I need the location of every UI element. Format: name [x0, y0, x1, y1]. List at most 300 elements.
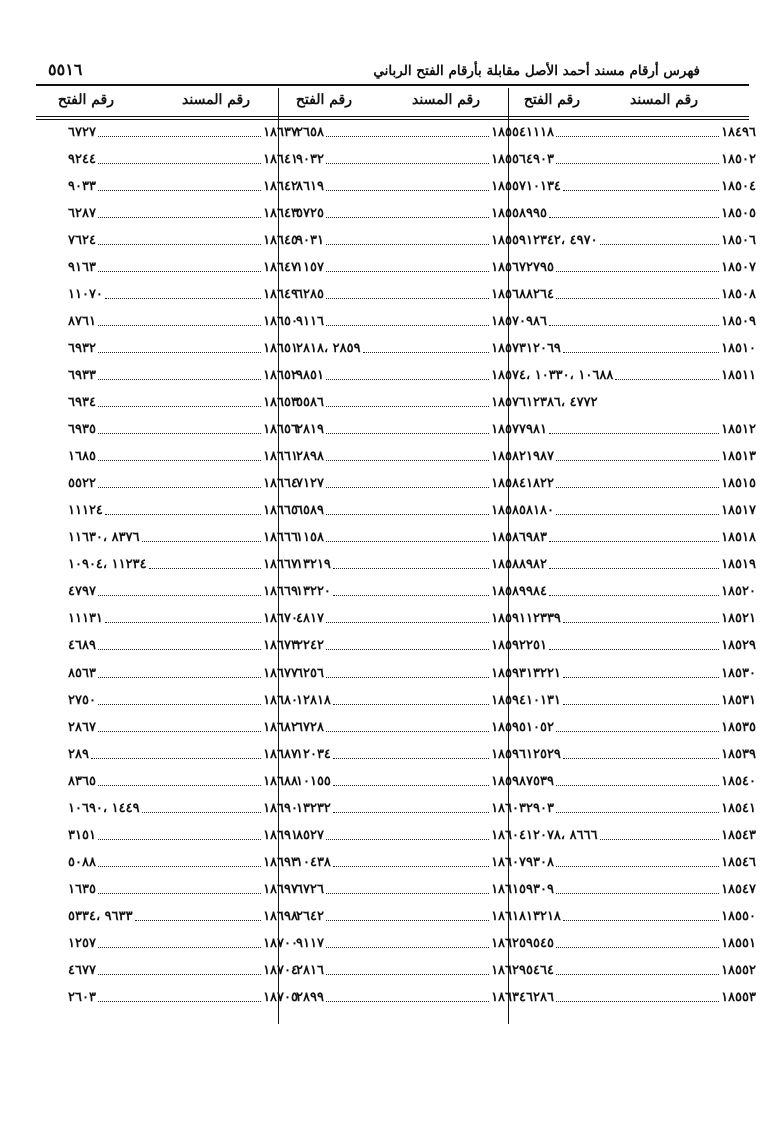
musnad-number: ١٨٥٨٢	[491, 449, 526, 465]
musnad-number: ١٨٦٦١	[263, 449, 298, 465]
musnad-number: ١٨٥٩٦	[491, 746, 526, 762]
musnad-number: ١٨٥٩١	[491, 611, 526, 627]
dot-leader	[556, 487, 719, 488]
musnad-number: ١٨٥٨٩	[491, 584, 526, 600]
fath-number: ٢٥١	[526, 638, 547, 654]
musnad-number: ١٨٦٧٠	[263, 611, 298, 627]
dot-leader	[326, 649, 489, 650]
index-row	[296, 551, 526, 579]
musnad-number: ١٨٦٤٣	[263, 205, 298, 221]
musnad-number: ١٨٦٨٨	[263, 773, 298, 789]
musnad-number: ١٨٥٧٣	[491, 340, 526, 356]
fath-number: ٩٨١	[526, 422, 547, 438]
index-row	[68, 875, 298, 903]
index-row	[68, 470, 298, 498]
dot-leader	[326, 731, 489, 732]
fath-number: ١٠٦٨٨ ،١٠٣٣٠ ،	[526, 367, 614, 383]
musnad-number: ١٨٥٢١	[721, 611, 756, 627]
index-column-middle	[296, 118, 526, 1018]
fath-number: ١١١٨	[526, 124, 554, 140]
dot-leader	[363, 352, 489, 353]
musnad-number: ١٨٥٣٩	[721, 746, 756, 762]
dot-leader	[98, 217, 261, 218]
fath-number: ٢٨٦٧	[68, 719, 96, 735]
fath-number: ٩١١٧	[296, 936, 324, 951]
fath-number: ٢٨١٩	[296, 422, 324, 438]
dot-leader	[98, 947, 261, 948]
index-row	[68, 578, 298, 606]
fath-number: ٥٥٨٦	[296, 395, 324, 410]
dot-leader	[563, 622, 719, 623]
index-row	[68, 740, 298, 768]
index-row	[296, 875, 526, 903]
dot-leader	[142, 812, 261, 813]
musnad-number: ١٨٥٣٠	[721, 665, 756, 681]
index-row	[68, 902, 298, 930]
dot-leader	[98, 352, 261, 353]
dot-leader	[326, 920, 489, 921]
musnad-number: ١٨٥٧٠	[491, 313, 526, 329]
musnad-number: ١٨٥٨٨	[491, 557, 526, 573]
musnad-number: ١٨٥٠٥	[721, 205, 756, 221]
musnad-number: ١٨٥٥٨	[491, 205, 526, 221]
dot-leader	[135, 920, 261, 921]
dot-leader	[326, 487, 489, 488]
index-row	[296, 605, 526, 633]
musnad-number: ١٨٦٥٢	[263, 367, 298, 383]
musnad-number: ١٨٦٧٧	[263, 665, 298, 681]
index-row	[296, 957, 526, 985]
index-row	[526, 118, 756, 146]
dot-leader	[98, 704, 261, 705]
fath-number: ٢٨٥٩ ،٢٨١٨	[296, 340, 361, 356]
musnad-number: ١٨٥٥٠	[721, 908, 756, 924]
fath-number: ٩٨٣	[526, 530, 547, 546]
index-row	[296, 794, 526, 822]
index-row	[296, 334, 526, 362]
musnad-number: ١٨٧٠٠	[263, 936, 298, 951]
dot-leader	[326, 163, 489, 164]
dot-leader	[326, 974, 489, 975]
musnad-number: ١٨٥٧٤	[491, 367, 526, 383]
fath-number: ١٣٢١٩	[296, 557, 331, 573]
musnad-number: ١٨٥٦٧	[491, 259, 526, 275]
musnad-number: ١٨٦٦٩	[263, 584, 298, 600]
index-row	[296, 767, 526, 795]
fath-number: ٩٣٠٩	[526, 881, 554, 897]
index-row	[68, 307, 298, 335]
dot-leader	[556, 136, 719, 137]
col-header-fath: رقم الفتح	[295, 92, 352, 108]
musnad-number: ١٨٥٥٤	[491, 124, 526, 140]
index-row	[68, 199, 298, 227]
dot-leader	[98, 839, 261, 840]
musnad-number: ١٨٧٠٥	[263, 990, 298, 1006]
index-row	[526, 686, 756, 714]
fath-number: ١١٥٨	[296, 530, 324, 546]
index-row	[296, 361, 526, 389]
musnad-number: ١٨٦٤٥	[263, 232, 298, 248]
fath-number: ١٣٢٣٢	[296, 800, 331, 816]
fath-number: ١٠٥٢	[526, 719, 554, 735]
musnad-number: ١٨٦٤٢	[263, 178, 298, 194]
fath-number: ١٩٨٧	[526, 449, 554, 465]
musnad-number: ١٨٥٠٩	[721, 313, 756, 329]
dot-leader	[98, 1001, 261, 1002]
page-number: ٥٥١٦	[48, 60, 83, 79]
dot-leader	[556, 893, 719, 894]
fath-number: ٨١٨٠	[526, 503, 554, 519]
musnad-number: ١٨٥٨٦	[491, 530, 526, 546]
index-row	[296, 686, 526, 714]
dot-leader	[142, 541, 261, 542]
dot-leader	[556, 298, 719, 299]
fath-number: ٤٧٧٢ ،١٢٣٨٦	[526, 395, 598, 410]
musnad-number: ١٨٦٨٧	[263, 746, 298, 762]
dot-leader	[326, 244, 489, 245]
fath-number: ٦٢٥٦	[296, 665, 324, 681]
index-row	[526, 307, 756, 335]
dot-leader	[98, 244, 261, 245]
column-header-rule	[36, 116, 749, 117]
musnad-number: ١٨٤٩٦	[721, 124, 756, 140]
index-row	[526, 605, 756, 633]
index-row	[296, 443, 526, 471]
index-row	[526, 145, 756, 173]
fath-number: ٩٥٤٥	[526, 936, 554, 951]
fath-number: ٦٩٣٥	[68, 422, 96, 438]
fath-number: ١١٢٣٤ ،١٠٩٠٤	[68, 557, 147, 573]
dot-leader	[326, 217, 489, 218]
musnad-number: ١٨٥٥٦	[491, 151, 526, 167]
musnad-number: ١٨٦٠٤	[491, 827, 526, 843]
index-column-right	[526, 118, 756, 1018]
index-row	[68, 984, 298, 1012]
fath-number: ٥٠٨٨	[68, 854, 96, 870]
fath-number: ٢٨٩٩	[296, 990, 324, 1006]
index-row	[526, 821, 756, 849]
fath-number: ٦٩٣٣	[68, 367, 96, 383]
fath-number: ٨٥٦٣	[68, 665, 96, 681]
dot-leader	[556, 271, 719, 272]
index-row	[296, 226, 526, 254]
musnad-number: ١٨٦٤١	[263, 151, 298, 167]
dot-leader	[326, 677, 489, 678]
index-row	[296, 740, 526, 768]
dot-leader	[600, 839, 719, 840]
musnad-number: ١٨٦٥٠	[263, 313, 298, 329]
dot-leader	[326, 460, 489, 461]
index-row	[296, 984, 526, 1012]
index-row	[68, 334, 298, 362]
index-row	[526, 632, 756, 660]
fath-number: ١٠٤٣٨	[296, 854, 331, 870]
dot-leader	[615, 379, 719, 380]
musnad-number: ١٨٥١٩	[721, 557, 756, 573]
dot-leader	[549, 541, 719, 542]
fath-number: ١٠١٣٤	[526, 178, 561, 194]
dot-leader	[563, 758, 719, 759]
dot-leader	[556, 974, 719, 975]
musnad-number: ١٨٦٣٧	[263, 124, 298, 140]
musnad-number: ١٨٥٤٧	[721, 881, 756, 897]
index-row	[68, 172, 298, 200]
fath-number: ٤٨١٧	[296, 611, 324, 627]
musnad-number: ١٨٥٦٨	[491, 286, 526, 302]
fath-number: ١٤٤٩ ،١٠٦٩٠	[68, 800, 140, 816]
fath-number: ٦٢٨٦	[526, 990, 554, 1006]
dot-leader	[333, 866, 489, 867]
fath-number: ٢٨١٦	[296, 963, 324, 979]
fath-number: ٢٦٠٣	[68, 990, 96, 1006]
dot-leader	[98, 893, 261, 894]
fath-number: ١٢٥٧	[68, 936, 96, 951]
fath-number: ١١١٢٤	[68, 503, 103, 519]
dot-leader	[98, 460, 261, 461]
musnad-number: ١٨٥١٨	[721, 530, 756, 546]
index-row	[526, 984, 756, 1012]
fath-number: ١٢٠٣٤	[296, 746, 331, 762]
dot-leader	[326, 893, 489, 894]
fath-number: ٢٦٤٢	[296, 908, 324, 924]
dot-leader	[326, 947, 489, 948]
index-row	[68, 145, 298, 173]
fath-number: ٩١١٦	[296, 313, 324, 329]
dot-leader	[333, 785, 489, 786]
dot-leader	[563, 190, 719, 191]
musnad-number: ١٨٦٨٢	[263, 719, 298, 735]
musnad-number: ١٨٥٢٠	[721, 584, 756, 600]
musnad-number: ١٨٥٩٤	[491, 692, 526, 708]
fath-number: ٩٣٠٨	[526, 854, 554, 870]
fath-number: ٩٨٢	[526, 557, 547, 573]
fath-number: ٢٧٩٥	[526, 259, 554, 275]
musnad-number: ١٨٦٦٦	[263, 530, 298, 546]
musnad-number: ١٨٦٠٧	[491, 854, 526, 870]
dot-leader	[563, 352, 719, 353]
dot-leader	[563, 920, 719, 921]
index-row	[68, 767, 298, 795]
musnad-number: ١٨٦٧٣	[263, 638, 298, 654]
dot-leader	[326, 271, 489, 272]
dot-leader	[563, 677, 719, 678]
index-row	[296, 307, 526, 335]
musnad-number: ١٨٦٩٣	[263, 854, 298, 870]
musnad-number: ١٨٥٠٧	[721, 259, 756, 275]
index-row	[296, 524, 526, 552]
fath-number: ٩٨٤	[526, 584, 547, 600]
index-row	[526, 930, 756, 958]
fath-number: ٨٣٧٦ ،١١٦٣٠	[68, 530, 140, 546]
index-row	[526, 713, 756, 741]
musnad-number: ١٨٥١٢	[721, 422, 756, 438]
dot-leader	[556, 514, 719, 515]
fath-number: ١٣٢١٨	[526, 908, 561, 924]
index-row	[296, 280, 526, 308]
index-row	[68, 416, 298, 444]
dot-leader	[556, 947, 719, 948]
fath-number: ٢٨٩	[68, 746, 89, 762]
index-row	[68, 605, 298, 633]
musnad-number: ١٨٥١٥	[721, 476, 756, 492]
index-row	[296, 416, 526, 444]
index-row	[68, 551, 298, 579]
page-title: فهرس أرقام مسند أحمد الأصل مقابلة بأرقام الفتح الرباني	[373, 63, 700, 79]
fath-number: ١١١٣١	[68, 611, 103, 627]
musnad-number: ١٨٥٥٧	[491, 178, 526, 194]
fath-number: ٨٧٦١	[68, 313, 96, 329]
dot-leader	[549, 568, 719, 569]
index-row	[68, 713, 298, 741]
musnad-number: ١٨٥٣١	[721, 692, 756, 708]
index-row	[526, 334, 756, 362]
musnad-number: ١٨٦٩١	[263, 827, 298, 843]
musnad-number: ١٨٥٨٤	[491, 476, 526, 492]
index-row	[526, 226, 756, 254]
index-row	[296, 848, 526, 876]
index-row	[68, 443, 298, 471]
fath-number: ١٣٢٢٠	[296, 584, 331, 600]
index-row	[296, 145, 526, 173]
dot-leader	[98, 406, 261, 407]
fath-number: ٢٦٥٨	[296, 124, 324, 140]
fath-number: ٦٢٨٧	[68, 205, 96, 221]
index-row	[526, 172, 756, 200]
fath-number: ١٢٨١٨	[296, 692, 331, 708]
fath-number: ٩٠٣٣	[68, 178, 96, 194]
fath-number: ١٦٨٥	[68, 449, 96, 465]
fath-number: ٦٧٢٦	[296, 881, 324, 897]
dot-leader	[556, 812, 719, 813]
musnad-number: ١٨٦٢٩	[491, 963, 526, 979]
musnad-number: ١٨٥٠٢	[721, 151, 756, 167]
index-row	[526, 551, 756, 579]
index-row	[526, 253, 756, 281]
dot-leader	[98, 649, 261, 650]
musnad-number: ١٨٥٧٧	[491, 422, 526, 438]
fath-number: ٨٥٢٧	[296, 827, 324, 843]
fath-number: ١١٥٧	[296, 259, 324, 275]
fath-number: ٦٩٣٤	[68, 395, 96, 410]
fath-number: ٦٧٢٨	[296, 719, 324, 735]
fath-number: ٧٦٢٤	[68, 232, 96, 248]
musnad-number: ١٨٥٠٦	[721, 232, 756, 248]
dot-leader	[98, 433, 261, 434]
musnad-number: ١٨٦٤٧	[263, 259, 298, 275]
musnad-number: ١٨٥٨٥	[491, 503, 526, 519]
dot-leader	[556, 731, 719, 732]
dot-leader	[326, 1001, 489, 1002]
musnad-number: ١٨٥٤٣	[721, 827, 756, 843]
index-row	[296, 389, 526, 417]
musnad-number: ١٨٦٩٠	[263, 800, 298, 816]
index-row	[526, 524, 756, 552]
index-row	[68, 632, 298, 660]
fath-number: ٦٩٣٢	[68, 340, 96, 356]
musnad-number: ١٨٦٩٧	[263, 881, 298, 897]
col-header-musnad: رقم المسند	[412, 92, 480, 108]
fath-number: ١١٠٧٠	[68, 286, 103, 302]
musnad-number: ١٨٥٥٣	[721, 990, 756, 1006]
musnad-number: ١٨٥١٠	[721, 340, 756, 356]
musnad-number: ١٨٥٩٥	[491, 719, 526, 735]
musnad-number: ١٨٦٢٥	[491, 936, 526, 951]
musnad-number: ١٨٥٥٩	[491, 232, 526, 248]
dot-leader	[326, 325, 489, 326]
dot-leader	[326, 541, 489, 542]
fath-number: ١٢٣٣٩	[526, 611, 561, 627]
musnad-number: ١٨٥٣٥	[721, 719, 756, 735]
dot-leader	[549, 217, 719, 218]
musnad-number: ١٨٦٥١	[263, 340, 298, 356]
fath-number: ٨٢٦٤	[526, 286, 554, 302]
fath-number: ٤٩٧٠ ،١٢٣٤٢	[526, 232, 598, 248]
musnad-number: ١٨٥٠٨	[721, 286, 756, 302]
dot-leader	[326, 622, 489, 623]
fath-number: ٧٥٣٩	[526, 773, 554, 789]
fath-number: ١٢٠٦٩	[526, 340, 561, 356]
dot-leader	[556, 785, 719, 786]
dot-leader	[98, 325, 261, 326]
musnad-number: ١٨٦١٥	[491, 881, 526, 897]
fath-number: ١٠١٣١	[526, 692, 561, 708]
index-row	[296, 172, 526, 200]
index-row	[296, 497, 526, 525]
fath-number: ٩٨٦	[526, 313, 547, 329]
fath-number: ٨٦١٩	[296, 178, 324, 194]
dot-leader	[149, 568, 262, 569]
fath-number: ٧١٢٧	[296, 476, 324, 492]
col-header-fath: رقم الفتح	[57, 92, 114, 108]
dot-leader	[326, 136, 489, 137]
index-row	[526, 848, 756, 876]
index-row	[296, 821, 526, 849]
musnad-number: ١٨٧٠٤	[263, 963, 298, 979]
musnad-number: ١٨٦٦٧	[263, 557, 298, 573]
musnad-number: ١٨٦١٨	[491, 908, 526, 924]
fath-number: ١٨٢٢	[526, 476, 554, 492]
index-row	[526, 389, 756, 417]
dot-leader	[333, 568, 489, 569]
dot-leader	[326, 379, 489, 380]
index-row	[526, 767, 756, 795]
fath-number: ١٣٢٢١	[526, 665, 561, 681]
dot-leader	[98, 595, 261, 596]
dot-leader	[556, 460, 719, 461]
fath-number: ٤٩٠٣	[526, 151, 554, 167]
dot-leader	[326, 433, 489, 434]
fath-number: ٢٩٠٣	[526, 800, 554, 816]
index-row	[526, 659, 756, 687]
dot-leader	[326, 298, 489, 299]
dot-leader	[333, 704, 489, 705]
index-row	[68, 821, 298, 849]
dot-leader	[563, 704, 719, 705]
index-row	[296, 902, 526, 930]
fath-number: ٢٢٤٢	[296, 638, 324, 654]
fath-number: ٣١٥١	[68, 827, 96, 843]
dot-leader	[98, 190, 261, 191]
dot-leader	[98, 163, 261, 164]
fath-number: ٦٧٢٧	[68, 124, 96, 140]
musnad-number: ١٨٦٣٤	[491, 990, 526, 1006]
index-row	[68, 794, 298, 822]
musnad-number: ١٨٥١٣	[721, 449, 756, 465]
index-row	[526, 443, 756, 471]
index-row	[68, 226, 298, 254]
dot-leader	[600, 244, 719, 245]
index-row	[526, 875, 756, 903]
